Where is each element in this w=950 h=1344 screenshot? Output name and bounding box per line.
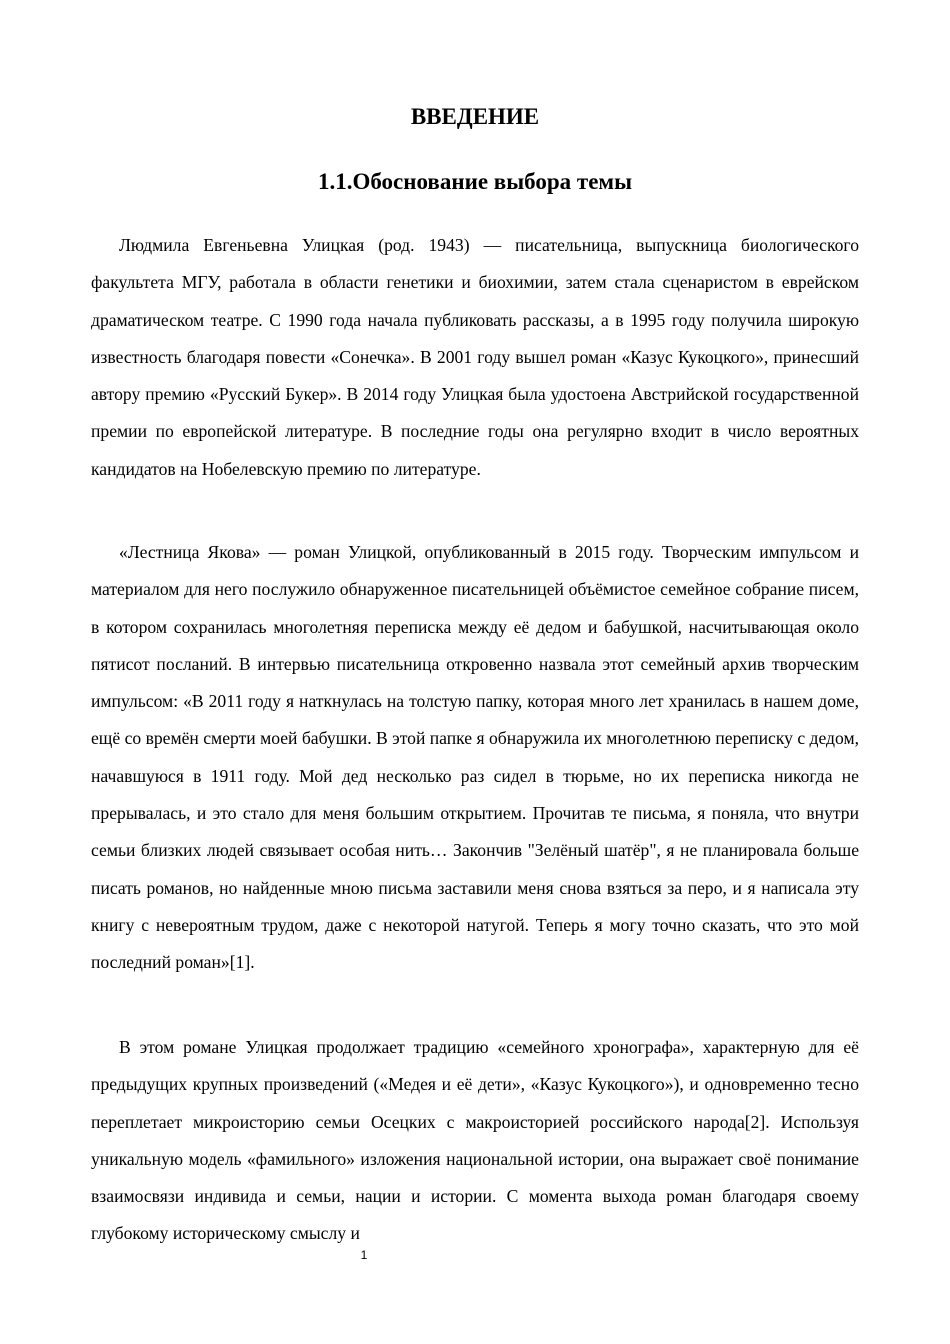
paragraph-novel-origin: «Лестница Якова» — роман Улицкой, опубликованный в 2015 году. Творческим импульсом и материалом для него послужило обнаруженное писательницей объёмистое семейное собрание писем, в котором сохранилась многолетняя переписка между её дедом и бабушкой, насчитывающая около пятисот посланий. В интервью писательница откровенно назвала этот семейный архив творческим импульсом: «В 2011 году я наткнулась на толстую папку, которая много лет хранилась в нашем доме, ещё со времён смерти моей бабушки. В этой папке я обнаружила их многолетнюю переписку с дедом, начавшуюся в 1911 году. Мой дед несколько раз сидел в тюрьме, но их переписка никогда не прерывалась, и это стало для меня большим открытием. Прочитав те письма, я поняла, что внутри семьи близких людей связывает особая нить… Закончив "Зелёный шатёр", я не планировала больше писать романов, но найденные мною письма заставили меня снова взяться за перо, и я написала эту книгу с невероятным трудом, даже с некоторой натугой. Теперь я могу точно сказать, что это мой последний роман»[1]. xyxy=(91,542,859,973)
page-title: ВВЕДЕНИЕ xyxy=(410,104,540,129)
page-number: 1 xyxy=(360,1248,368,1262)
paragraph-biography: Людмила Евгеньевна Улицкая (род. 1943) — писательница, выпускница биологического факультета МГУ, работала в области генетики и биохимии, затем стала сценаристом в еврейском драматическом театре. С 1990 года начала публиковать рассказы, а в 1995 году получила широкую известность благодаря повести «Сонечка». В 2001 году вышел роман «Казус Кукоцкого», принесший автору премию «Русский Букер». В 2014 году Улицкая была удостоена Австрийской государственной премии по европейской литературе. В последние годы она регулярно входит в число вероятных кандидатов на Нобелевскую премию по литературе. xyxy=(91,235,859,479)
paragraph-family-chronicle: В этом романе Улицкая продолжает традицию «семейного хронографа», характерную для её предыдущих крупных произведений («Медея и её дети», «Казус Кукоцкого»), и одновременно тесно переплетает микроисторию семьи Осецких с макроисторией российского народа[2]. Используя уникальную модель «фамильного» изложения национальной истории, она выражает своё понимание взаимосвязи индивида и семьи, нации и истории. С момента выхода роман благодаря своему глубокому историческому смыслу и xyxy=(91,1037,859,1244)
section-title: 1.1.Обоснование выбора темы xyxy=(317,169,633,194)
